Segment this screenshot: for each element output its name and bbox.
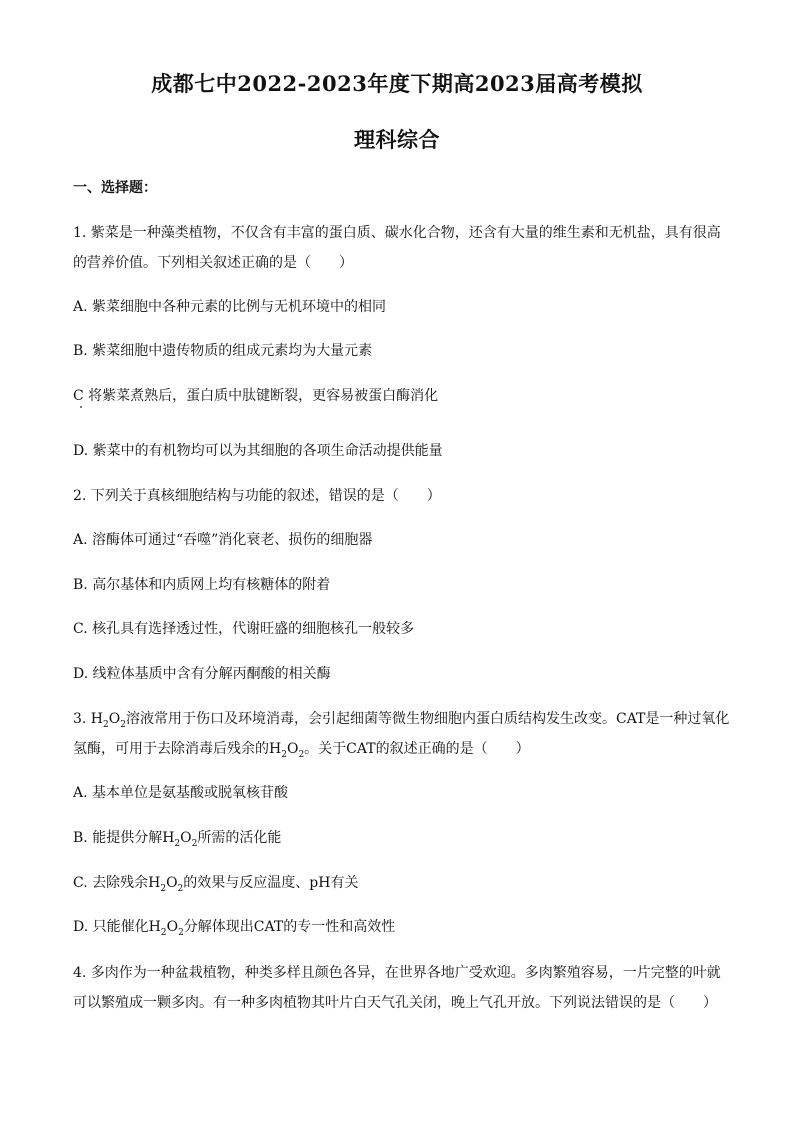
question-3-option-c: C. 去除残余$H_2O_2$的效果与反应温度、pH有关 (73, 875, 359, 894)
question-1-option-b: B. 紫菜细胞中遗传物质的组成元素均为大量元素 (73, 343, 373, 359)
question-1-option-a: A. 紫菜细胞中各种元素的比例与无机环境中的相同 (73, 299, 387, 315)
question-2-option-c: C. 核孔具有选择透过性，代谢旺盛的细胞核孔一般较多 (73, 621, 415, 637)
question-1-option-c: C 将紫菜煮熟后，蛋白质中肽键断裂，更容易被蛋白酶消化 (73, 388, 439, 404)
question-4-stem: 4. 多肉作为一种盆栽植物，种类多样且颜色各异，在世界各地广受欢迎。多肉繁殖容易，一片完整的叶就可以繁殖成一颗多肉。有一种多肉植物其叶片白天气孔关闭，晚上气孔开放。下列说法错误的是（ ） (73, 965, 721, 1011)
question-2-option-b: B. 高尔基体和内质网上均有核糖体的附着 (73, 577, 331, 593)
question-3-stem: 3. $H_2O_2$溶液常用于伤口及环境消毒，会引起细菌等微生物细胞内蛋白质结构发生改变。CAT是一种过氧化氢酶，可用于去除消毒后残余的$H_2O_2$。关于CAT的叙述正确的是（ ） (73, 711, 730, 760)
exam-title: 成都七中2022-2023年度下期高2023届高考模拟 (151, 71, 643, 96)
stray-dot-mark (80, 406, 82, 408)
question-2-option-a: A. 溶酶体可通过“吞噬”消化衰老、损伤的细胞器 (73, 532, 373, 548)
exam-subtitle: 理科综合 (354, 127, 440, 152)
question-2-stem: 2. 下列关于真核细胞结构与功能的叙述，错误的是（ ） (73, 488, 441, 504)
question-3-option-a: A. 基本单位是氨基酸或脱氧核苷酸 (73, 785, 289, 801)
question-1-option-d: D. 紫菜中的有机物均可以为其细胞的各项生命活动提供能量 (73, 443, 443, 459)
section-heading: 一、选择题： (73, 180, 157, 196)
question-1-stem: 1. 紫菜是一种藻类植物，不仅含有丰富的蛋白质、碳水化合物，还含有大量的维生素和无机盐，具有很高的营养价值。下列相关叙述正确的是（ ） (73, 225, 721, 271)
question-3-option-b: B. 能提供分解$H_2O_2$所需的活化能 (73, 830, 282, 849)
question-2-option-d: D. 线粒体基质中含有分解丙酮酸的相关酶 (73, 666, 331, 682)
question-3-option-d: D. 只能催化$H_2O_2$分解体现出CAT的专一性和高效性 (73, 919, 396, 938)
